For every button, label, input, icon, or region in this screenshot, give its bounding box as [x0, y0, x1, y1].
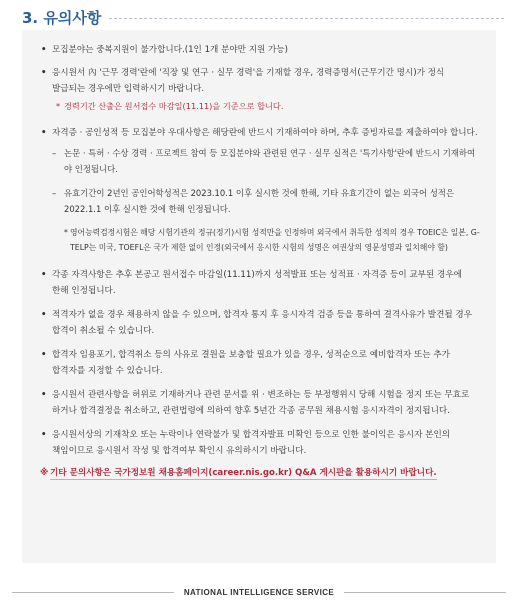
- notice-text: 자격증 · 공인성적 등 모집분야 우대사항은 해당란에 반드시 기재하여야 하며, 추후 증빙자료를 제출하여야 합니다.: [52, 128, 478, 138]
- notice-item-8: [38, 427, 480, 459]
- page-footer: [0, 586, 518, 598]
- dash-mark: –: [52, 188, 57, 198]
- subitem-text: 논문 · 특허 · 수상 경력 · 프로젝트 참여 등 모집분야와 관련된 연구 · 실무 실적은 '특기사항'란에 반드시 기재하여야 인정됩니다.: [64, 148, 476, 174]
- notice-text: 응시원서상의 기재착오 또는 누락이나 연락불가 및 합격자발표 미확인 등으로 인한 불이익은 응시자 본인의 책임이므로 응시원서 작성 및 합격여부 확인시 유의하시기 바랍니다.: [52, 430, 451, 456]
- bullet-icon: •: [41, 128, 47, 138]
- note-text: 경력기간 산출은 원서접수 마감일(11.11)을 기준으로 합니다.: [64, 101, 284, 111]
- notice-text: 응시원서 관련사항을 허위로 기재하거나 관련 문서를 위 · 변조하는 등 부정행위시 당해 시험을 정지 또는 무효로 하거나 합격결정을 취소하고, 관련법령에 의하여 향후 5년간 각종 공무원 채용시험 응시자격이 정지됩니다.: [52, 390, 470, 416]
- bullet-icon: •: [41, 310, 47, 320]
- notice-item-7: [38, 387, 480, 419]
- notice-item-1: [38, 42, 480, 58]
- notice-item-6: [38, 347, 480, 379]
- bullet-icon: •: [41, 430, 47, 440]
- footer-rule-right: [344, 592, 506, 593]
- section-title: 3. 유의사항: [22, 8, 102, 27]
- bullet-icon: •: [41, 68, 47, 78]
- notice-item-3: [38, 125, 480, 141]
- notice-subitem-1: [38, 145, 480, 177]
- footer-rule-left: [12, 592, 174, 593]
- notice-note-career: [52, 99, 480, 113]
- reference-mark: ※: [40, 468, 49, 478]
- contact-notice: [38, 465, 480, 481]
- asterisk-mark: *: [56, 101, 61, 111]
- notice-item-2: [38, 65, 480, 97]
- bullet-icon: •: [41, 390, 47, 400]
- notice-text: 합격자 임용포기, 합격취소 등의 사유로 결원을 보충할 필요가 있을 경우, 성적순으로 예비합격자 또는 추가 합격자를 지정할 수 있습니다.: [52, 350, 450, 376]
- notice-item-5: [38, 307, 480, 339]
- footer-agency-name: NATIONAL INTELLIGENCE SERVICE: [183, 587, 335, 597]
- notice-item-4: [38, 267, 480, 299]
- section-header: [22, 6, 504, 28]
- contact-text: 기타 문의사항은 국가정보원 채용홈페이지(career.nis.go.kr) Q&A 게시판을 활용하시기 바랍니다.: [50, 468, 437, 478]
- dash-mark: –: [52, 148, 57, 158]
- bullet-icon: •: [41, 350, 47, 360]
- notice-text: 응시원서 內 '근무 경력'란에 '직장 및 연구 · 실무 경력'을 기재할 경우, 경력증명서(근무기간 명시)가 정식 발급되는 경우에만 입력하시기 바랍니다.: [52, 68, 445, 94]
- notice-text: 각종 자격사항은 추후 본공고 원서접수 마감일(11.11)까지 성적발표 또는 성적표 · 자격증 등이 교부된 경우에 한해 인정됩니다.: [52, 270, 462, 296]
- bullet-icon: •: [41, 270, 47, 280]
- bullet-icon: •: [41, 45, 47, 55]
- asterisk-mark: *: [64, 228, 68, 237]
- footnote-text: 영어능력검정시험은 해당 시험기관의 정규(정기)시험 성적만을 인정하며 외국에서 취득한 성적의 경우 TOEIC은 일본, G-TELP는 미국, TOEFL은 국가 제한 없이 인정(외국에서 응시한 시험의 성명은 여권상의 영문성명과 일치해야 함): [70, 228, 480, 252]
- notice-subitem-2: [38, 185, 480, 217]
- notice-text: 모집분야는 중복지원이 불가합니다.(1인 1개 분야만 지원 가능): [52, 45, 289, 55]
- subitem-text: 유효기간이 2년인 공인어학성적은 2023.10.1 이후 실시한 것에 한해, 기타 유효기간이 없는 외국어 성적은 2022.1.1 이후 실시한 것에 한해 인정됩니다.: [64, 188, 454, 214]
- notice-box: [22, 30, 496, 563]
- notice-text: 적격자가 없을 경우 채용하지 않을 수 있으며, 합격자 통지 후 응시자격 검증 등을 통하여 결격사유가 발견될 경우 합격이 취소될 수 있습니다.: [52, 310, 473, 336]
- notice-footnote-english: [38, 225, 480, 255]
- header-divider: [109, 18, 504, 19]
